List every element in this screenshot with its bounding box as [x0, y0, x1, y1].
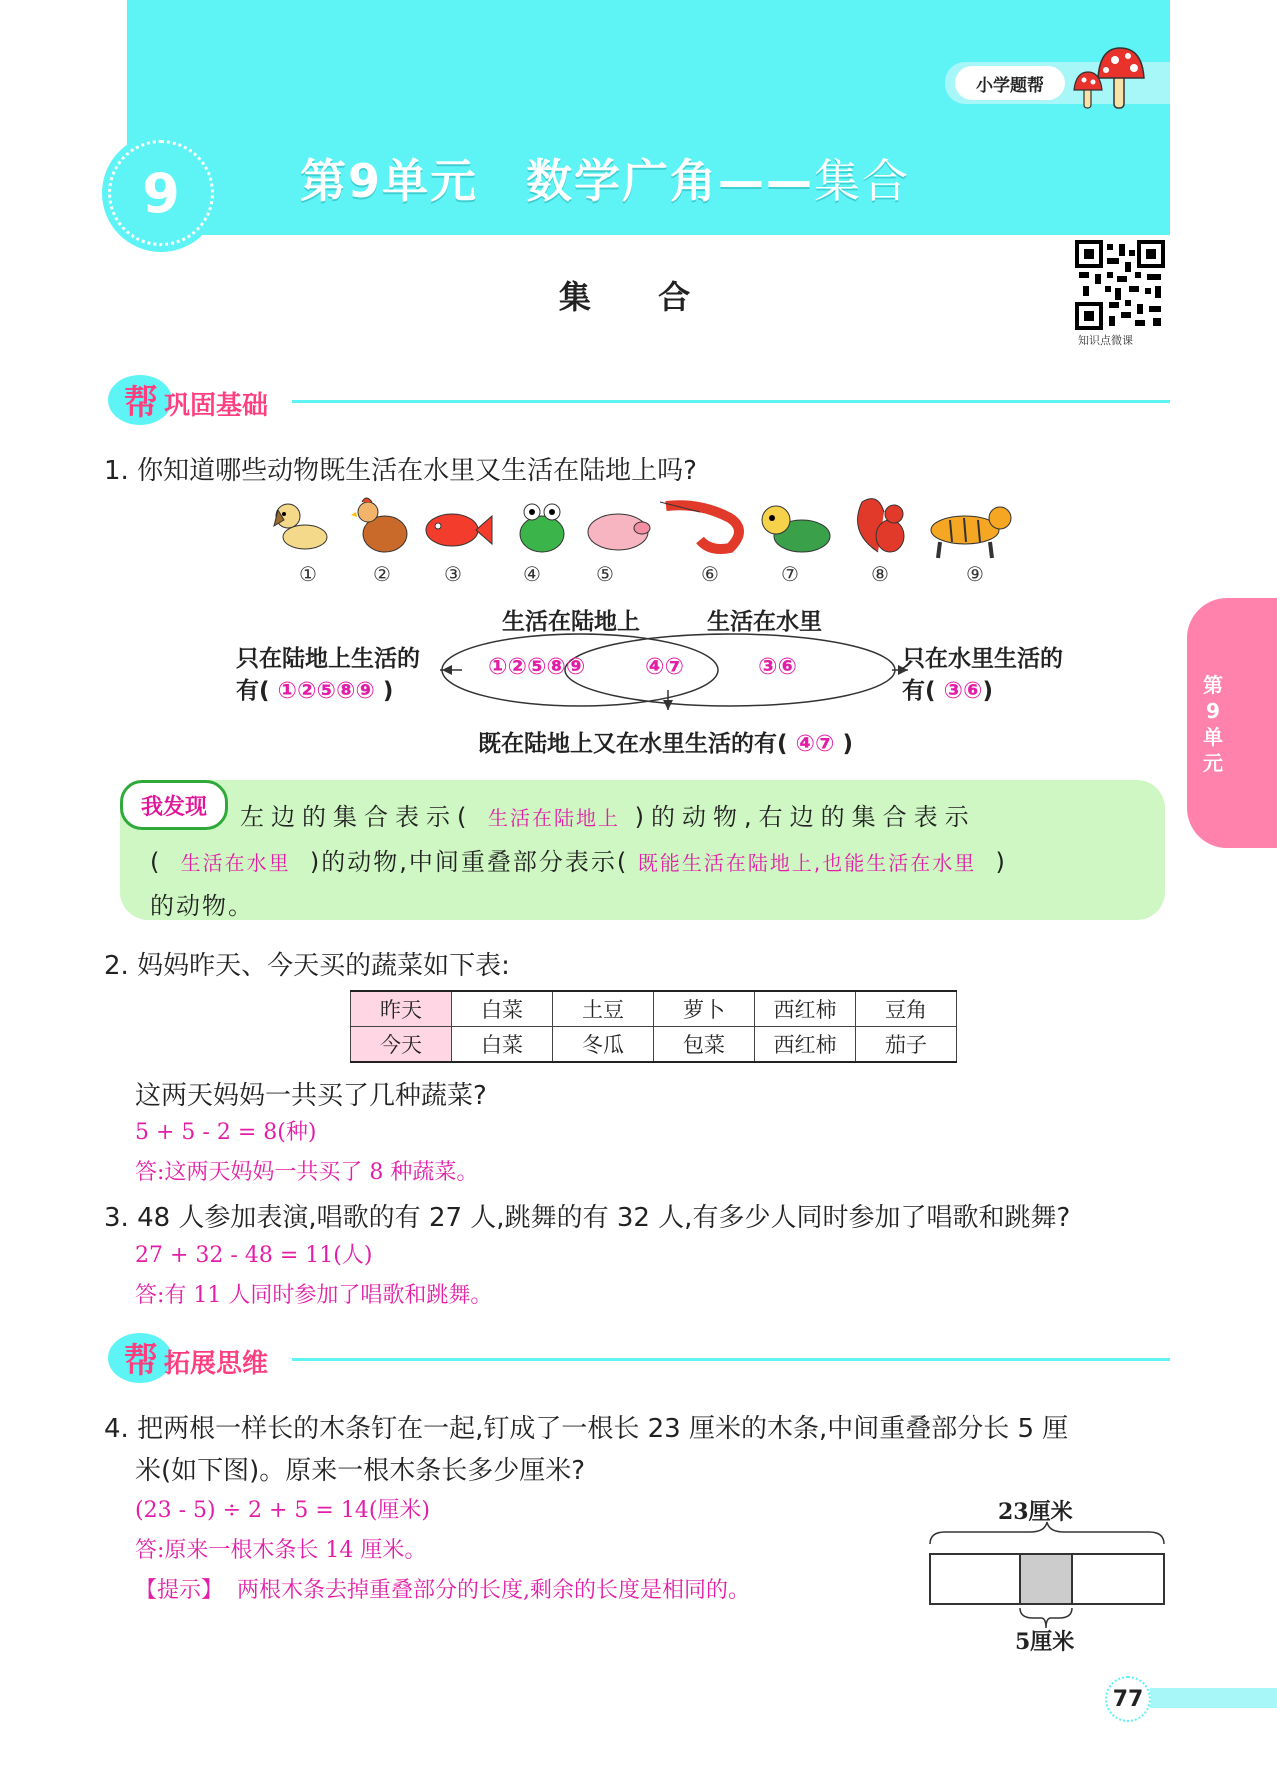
question-4-line-2: 米(如下图)。原来一根木条长多少厘米? — [135, 1456, 586, 1486]
mushroom-icon — [1070, 44, 1150, 114]
figure-total-label: 23厘米 — [998, 1499, 1073, 1525]
table-cell: 白菜 — [452, 991, 553, 1027]
answer-3-text: 答:有 11 人同时参加了唱歌和跳舞。 — [135, 1283, 493, 1308]
hint: 【提示】 两根木条去掉重叠部分的长度,剩余的长度是相同的。 — [135, 1578, 751, 1603]
qr-code-icon[interactable] — [1075, 240, 1165, 330]
animal-number: ⑨ — [966, 562, 984, 586]
question-2-ask: 这两天妈妈一共买了几种蔬菜? — [135, 1081, 487, 1111]
section-label-basic: 巩固基础 — [164, 391, 269, 421]
animal-number: ⑦ — [781, 562, 799, 586]
table-cell: 今天 — [351, 1027, 452, 1063]
question-3: 3. 48 人参加表演,唱歌的有 27 人,跳舞的有 32 人,有多少人同时参加了唱歌和跳舞? — [104, 1203, 1071, 1233]
table-cell: 冬瓜 — [553, 1027, 654, 1063]
animal-number: ③ — [444, 562, 462, 586]
venn-right-caption: 只在水里生活的 — [902, 646, 1063, 672]
frog-icon — [520, 504, 564, 552]
pig-icon — [588, 514, 650, 550]
dog-icon — [274, 504, 327, 549]
section-divider — [292, 400, 1170, 403]
animal-number: ⑧ — [871, 562, 889, 586]
animal-number: ⑤ — [596, 562, 614, 586]
table-cell: 土豆 — [553, 991, 654, 1027]
page-number: 77 — [1105, 1676, 1151, 1722]
answer-3-calc: 27 + 32 - 48 = 11(人) — [135, 1243, 373, 1268]
venn-right-only: ③⑥ — [758, 654, 797, 680]
turtle-icon — [762, 506, 830, 552]
animals-row — [270, 492, 1040, 562]
rooster-icon — [351, 498, 407, 552]
question-1: 1. 你知道哪些动物既生活在水里又生活在陆地上吗? — [104, 456, 697, 486]
venn-label-water: 生活在水里 — [707, 609, 822, 635]
animal-number: ④ — [523, 562, 541, 586]
section-label-extend: 拓展思维 — [164, 1349, 269, 1379]
squirrel-icon — [858, 499, 904, 552]
side-tab-label: 第9单元 — [1203, 673, 1223, 775]
section-divider — [292, 1358, 1170, 1361]
figure-overlap-label: 5厘米 — [1015, 1629, 1075, 1655]
table-cell: 西红柿 — [755, 991, 856, 1027]
page-bar — [1150, 1688, 1277, 1708]
table-cell: 白菜 — [452, 1027, 553, 1063]
venn-label-land: 生活在陆地上 — [502, 609, 640, 635]
table-row — [351, 991, 957, 1027]
brand-label: 小学题帮 — [955, 66, 1065, 100]
venn-both: ④⑦ — [645, 654, 684, 680]
animal-number: ⑥ — [701, 562, 719, 586]
venn-bottom-caption: 既在陆地上又在水里生活的有( ④⑦ ) — [478, 731, 854, 757]
shrimp-icon — [660, 502, 739, 549]
tiger-icon — [931, 507, 1011, 558]
section-mark: 帮 — [124, 1341, 158, 1381]
discover-badge: 我发现 — [120, 780, 228, 830]
discover-line-3: 的动物。 — [150, 892, 254, 920]
answer-2-calc: 5 + 5 - 2 = 8(种) — [135, 1120, 317, 1145]
wood-strip-figure — [925, 1520, 1170, 1635]
animal-number: ② — [373, 562, 391, 586]
animal-number: ① — [299, 562, 317, 586]
unit-title: 第9单元 数学广角——集合 — [300, 154, 911, 208]
discover-line-2: ( 生活在水里 )的动物,中间重叠部分表示( 既能生活在陆地上,也能生活在水里 ) — [150, 848, 1007, 876]
table-cell: 茄子 — [856, 1027, 957, 1063]
discover-line-1: 左边的集合表示( 生活在陆地上 )的动物,右边的集合表示 — [240, 803, 976, 831]
answer-2-text: 答:这两天妈妈一共买了 8 种蔬菜。 — [135, 1160, 479, 1185]
table-cell: 西红柿 — [755, 1027, 856, 1063]
section-title: 集 合 — [558, 278, 719, 316]
answer-4-text: 答:原来一根木条长 14 厘米。 — [135, 1538, 427, 1563]
venn-right-answer-line: 有( ③⑥) — [902, 678, 993, 704]
venn-left-only: ①②⑤⑧⑨ — [488, 654, 586, 680]
question-4-line-1: 4. 把两根一样长的木条钉在一起,钉成了一根长 23 厘米的木条,中间重叠部分长 5 厘 — [104, 1414, 1069, 1444]
table-cell: 包菜 — [654, 1027, 755, 1063]
table-row — [351, 1027, 957, 1063]
unit-number-badge: 9 — [108, 140, 214, 246]
vegetable-table — [350, 990, 957, 1063]
venn-left-caption: 只在陆地上生活的 — [236, 646, 420, 672]
venn-left-answer-line: 有( ①②⑤⑧⑨ ) — [236, 678, 394, 704]
qr-label: 知识点微课 — [1078, 334, 1133, 347]
fish-icon — [426, 514, 492, 546]
question-2: 2. 妈妈昨天、今天买的蔬菜如下表: — [104, 951, 510, 981]
table-cell: 昨天 — [351, 991, 452, 1027]
section-mark: 帮 — [124, 383, 158, 423]
table-cell: 萝卜 — [654, 991, 755, 1027]
answer-4-calc: (23 - 5) ÷ 2 + 5 = 14(厘米) — [135, 1498, 430, 1523]
table-cell: 豆角 — [856, 991, 957, 1027]
